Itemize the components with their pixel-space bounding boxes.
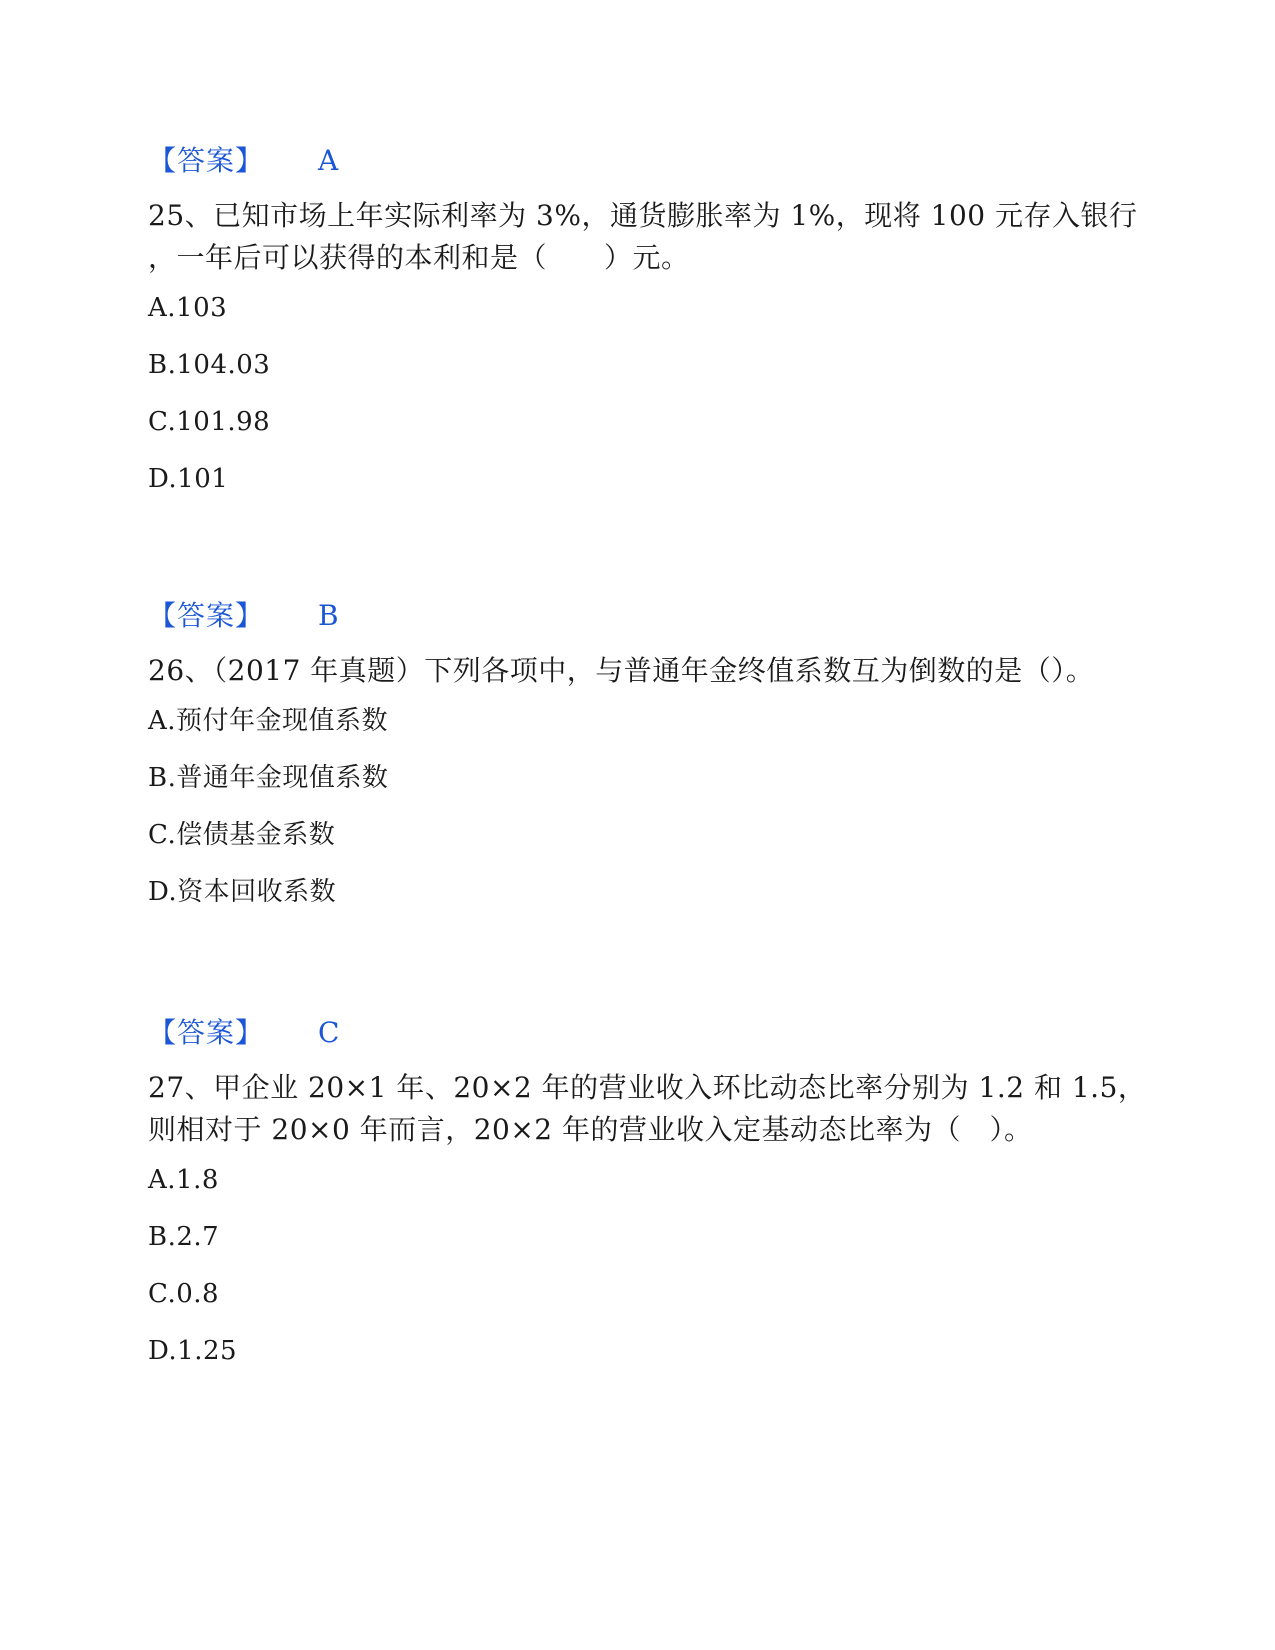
- question-line: 26、（2017 年真题）下列各项中，与普通年金终值系数互为倒数的是（）。: [148, 654, 1095, 687]
- answer-label: 【答案】: [148, 1016, 265, 1049]
- option-d: D.1.25: [148, 1336, 238, 1366]
- option-d: D.101: [148, 464, 229, 494]
- answer-line: [148, 144, 1108, 178]
- question-line: 25、已知市场上年实际利率为 3%，通货膨胀率为 1%，现将 100 元存入银行: [148, 199, 1138, 232]
- question-block-25: [148, 144, 1138, 496]
- question-text: [148, 195, 1138, 279]
- option-a: A.预付年金现值系数: [148, 706, 389, 736]
- option-c: C.101.98: [148, 407, 271, 437]
- question-line: ，一年后可以获得的本利和是（ ）元。: [148, 241, 690, 274]
- answer-line: [148, 599, 1108, 633]
- answer-value: C: [318, 1016, 340, 1049]
- question-text: [148, 650, 1108, 692]
- answer-label: 【答案】: [148, 144, 265, 177]
- option-c: C.0.8: [148, 1279, 220, 1309]
- question-block-27: [148, 1016, 1147, 1368]
- option-a: A.103: [148, 293, 228, 323]
- question-line: 27、甲企业 20×1 年、20×2 年的营业收入环比动态比率分别为 1.2 和 1.5，: [148, 1071, 1147, 1104]
- question-block-26: [148, 599, 1108, 909]
- answer-value: B: [318, 599, 339, 632]
- option-b: B.2.7: [148, 1222, 220, 1252]
- option-b: B.普通年金现值系数: [148, 763, 389, 793]
- option-a: A.1.8: [148, 1165, 219, 1195]
- answer-line: [148, 1016, 1108, 1050]
- answer-label: 【答案】: [148, 599, 265, 632]
- option-d: D.资本回收系数: [148, 877, 337, 907]
- question-text: [148, 1067, 1147, 1151]
- option-b: B.104.03: [148, 350, 271, 380]
- question-line: 则相对于 20×0 年而言，20×2 年的营业收入定基动态比率为（ ）。: [148, 1113, 1033, 1146]
- answer-value: A: [318, 144, 339, 177]
- option-c: C.偿债基金系数: [148, 820, 336, 850]
